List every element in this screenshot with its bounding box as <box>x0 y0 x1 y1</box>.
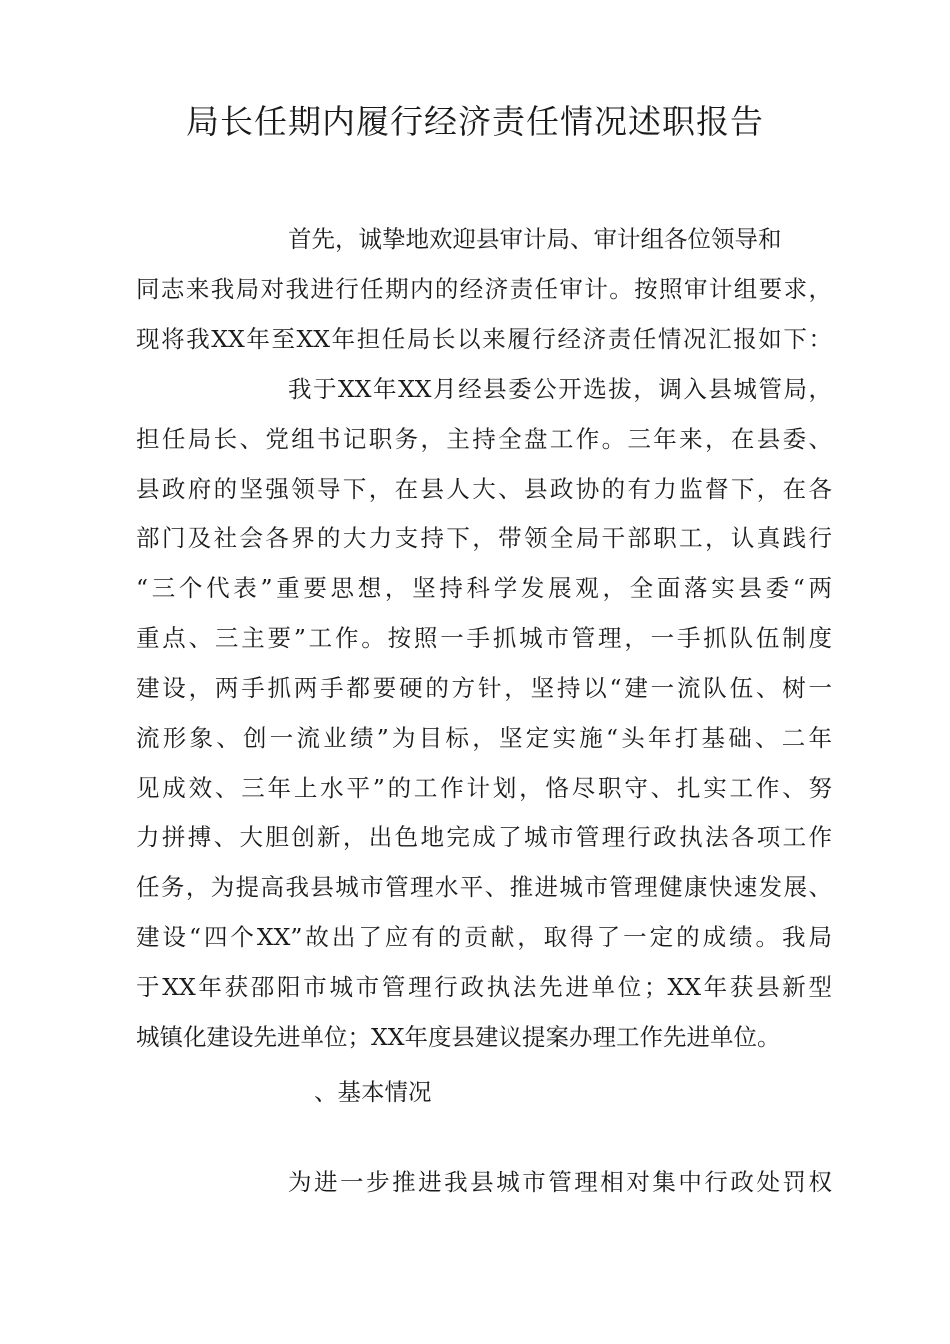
paragraph-2-line-4: 部门及社会各界的大力支持下，带领全局干部职工，认真践行 <box>136 524 832 552</box>
paragraph-2-line-14: 城镇化建设先进单位；XX年度县建议提案办理工作先进单位。 <box>136 1023 781 1051</box>
paragraph-2-line-5: “三个代表”重要思想，坚持科学发展观，全面落实县委“两 <box>136 574 832 602</box>
paragraph-1-line-1: 首先，诚挚地欢迎县审计局、审计组各位领导和 <box>288 225 782 253</box>
paragraph-2-line-7: 建设，两手抓两手都要硬的方针，坚持以“建一流队伍、树一 <box>136 674 832 702</box>
paragraph-3-line-1: 为进一步推进我县城市管理相对集中行政处罚权 <box>288 1168 832 1196</box>
paragraph-2-line-9: 见成效、三年上水平”的工作计划，恪尽职守、扎实工作、努 <box>136 774 832 802</box>
paragraph-2-line-13: 于XX年获邵阳市城市管理行政执法先进单位；XX年获县新型 <box>136 973 832 1001</box>
paragraph-2-line-3: 县政府的坚强领导下，在县人大、县政协的有力监督下，在各 <box>136 475 832 503</box>
section-heading: 、基本情况 <box>314 1078 432 1106</box>
document-title: 局长任期内履行经济责任情况述职报告 <box>186 102 764 141</box>
paragraph-2-line-10: 力拼搏、大胆创新，出色地完成了城市管理行政执法各项工作 <box>136 823 832 851</box>
paragraph-2-line-11: 任务，为提高我县城市管理水平、推进城市管理健康快速发展、 <box>136 873 832 901</box>
paragraph-2-line-2: 担任局长、党组书记职务，主持全盘工作。三年来，在县委、 <box>136 425 832 453</box>
paragraph-1-line-3: 现将我XX年至XX年担任局长以来履行经济责任情况汇报如下： <box>136 325 832 353</box>
paragraph-2-line-12: 建设“四个XX”故出了应有的贡献，取得了一定的成绩。我局 <box>136 923 832 951</box>
paragraph-2-line-8: 流形象、创一流业绩”为目标，坚定实施“头年打基础、二年 <box>136 724 832 752</box>
paragraph-2-line-1: 我于XX年XX月经县委公开选拔，调入县城管局， <box>288 375 832 403</box>
paragraph-1-line-2: 同志来我局对我进行任期内的经济责任审计。按照审计组要求， <box>136 275 832 303</box>
paragraph-2-line-6: 重点、三主要”工作。按照一手抓城市管理，一手抓队伍制度 <box>136 624 832 652</box>
